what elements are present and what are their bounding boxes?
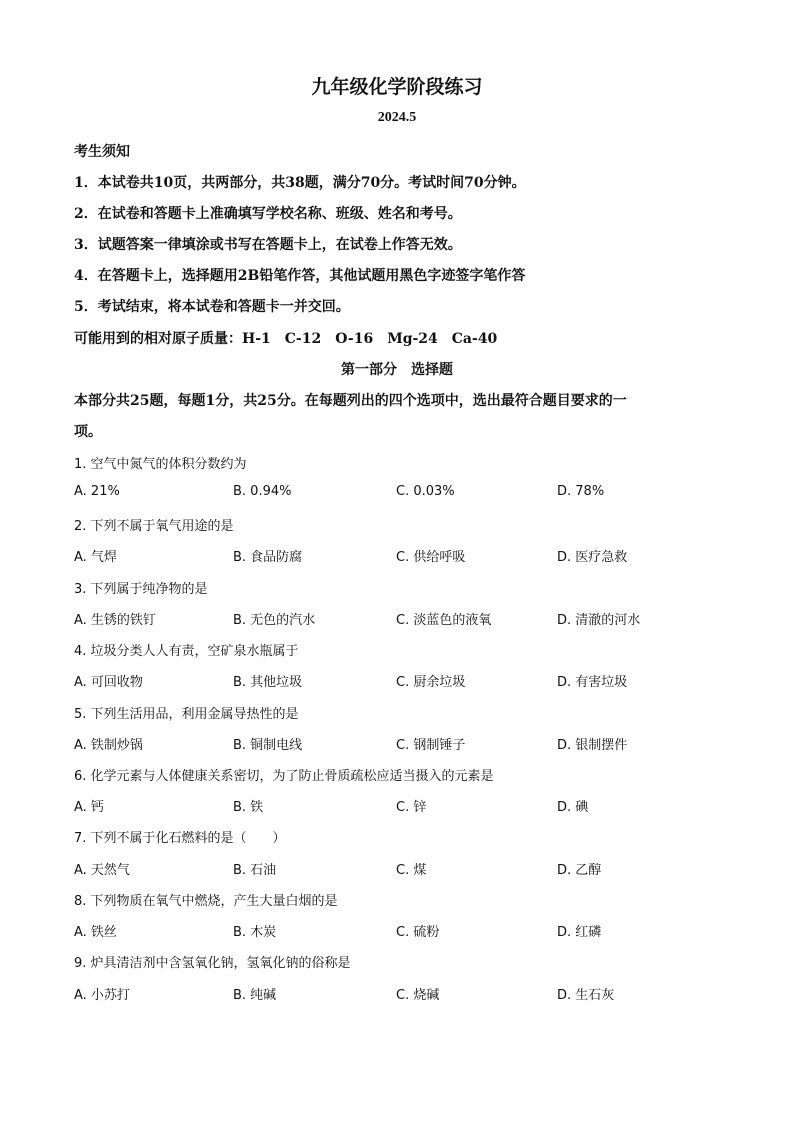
option-c: C. 0.03% — [396, 484, 455, 499]
exam-date: 2024.5 — [377, 110, 417, 125]
question-6: 6. 化学元素与人体健康关系密切，为了防止骨质疏松应适当摄入的元素是 — [74, 769, 494, 784]
option-c: C. 供给呼吸 — [396, 550, 466, 565]
option-d: D. 有害垃圾 — [557, 675, 628, 690]
exam-title: 九年级化学阶段练习 — [311, 76, 483, 98]
question-5-options — [74, 734, 734, 754]
option-a: A. 小苏打 — [74, 988, 130, 1003]
question-1-options — [74, 484, 734, 504]
option-b: B. 铁 — [233, 800, 264, 815]
question-4: 4. 垃圾分类人人有责，空矿泉水瓶属于 — [74, 644, 299, 659]
option-c: C. 煤 — [396, 863, 427, 878]
option-c: C. 厨余垃圾 — [396, 675, 466, 690]
notice-item: 3．试题答案一律填涂或书写在答题卡上，在试卷上作答无效。 — [74, 237, 462, 253]
option-a: A. 铁制炒锅 — [74, 738, 143, 753]
question-1: 1. 空气中氮气的体积分数约为 — [74, 457, 247, 472]
part1-intro: 本部分共25题，每题1分，共25分。在每题列出的四个选项中，选出最符合题目要求的一 — [74, 393, 627, 409]
option-b: B. 食品防腐 — [233, 550, 303, 565]
option-d: D. 78% — [557, 484, 605, 499]
option-d: D. 银制摆件 — [557, 738, 628, 753]
option-d: D. 生石灰 — [557, 988, 615, 1003]
option-b: B. 石油 — [233, 863, 277, 878]
option-c: C. 烧碱 — [396, 988, 440, 1003]
option-a: A. 钙 — [74, 800, 104, 815]
option-d: D. 红磷 — [557, 925, 602, 940]
question-6-options — [74, 796, 734, 816]
option-c: C. 钢制锤子 — [396, 738, 466, 753]
question-8: 8. 下列物质在氧气中燃烧，产生大量白烟的是 — [74, 894, 338, 909]
question-3-options — [74, 609, 734, 629]
notice-item: 2．在试卷和答题卡上准确填写学校名称、班级、姓名和考号。 — [74, 206, 462, 222]
question-2-options — [74, 546, 734, 566]
question-9: 9. 炉具清洁剂中含氢氧化钠，氢氧化钠的俗称是 — [74, 956, 351, 971]
option-a: A. 可回收物 — [74, 675, 143, 690]
notice-item: 5．考试结束，将本试卷和答题卡一并交回。 — [74, 299, 350, 315]
option-c: C. 硫粉 — [396, 925, 440, 940]
option-d: D. 清澈的河水 — [557, 613, 641, 628]
question-4-options — [74, 671, 734, 691]
option-d: D. 乙醇 — [557, 863, 602, 878]
option-b: B. 其他垃圾 — [233, 675, 303, 690]
notice-item: 1．本试卷共10页，共两部分，共38题，满分70分。考试时间70分钟。 — [74, 175, 526, 191]
option-a: A. 21% — [74, 484, 120, 499]
option-a: A. 天然气 — [74, 863, 130, 878]
atomic-masses: 可能用到的相对原子质量：H-1 C-12 O-16 Mg-24 Ca-40 — [74, 331, 498, 347]
option-c: C. 淡蓝色的液氧 — [396, 613, 492, 628]
option-b: B. 木炭 — [233, 925, 277, 940]
part1-title: 第一部分 选择题 — [341, 362, 453, 378]
notice-item: 4．在答题卡上，选择题用2B铅笔作答，其他试题用黑色字迹签字笔作答 — [74, 268, 526, 284]
question-5: 5. 下列生活用品，利用金属导热性的是 — [74, 707, 299, 722]
option-a: A. 铁丝 — [74, 925, 117, 940]
option-b: B. 铜制电线 — [233, 738, 303, 753]
question-7: 7. 下列不属于化石燃料的是（ ） — [74, 831, 286, 846]
question-2: 2. 下列不属于氧气用途的是 — [74, 519, 234, 534]
part1-intro-cont: 项。 — [74, 424, 102, 440]
question-9-options — [74, 984, 734, 1004]
question-3: 3. 下列属于纯净物的是 — [74, 582, 208, 597]
option-b: B. 纯碱 — [233, 988, 277, 1003]
question-7-options — [74, 859, 734, 879]
question-8-options — [74, 921, 734, 941]
option-d: D. 医疗急救 — [557, 550, 628, 565]
notice-heading: 考生须知 — [74, 144, 130, 160]
option-c: C. 锌 — [396, 800, 427, 815]
option-b: B. 无色的汽水 — [233, 613, 316, 628]
option-b: B. 0.94% — [233, 484, 292, 499]
option-a: A. 气焊 — [74, 550, 117, 565]
option-d: D. 碘 — [557, 800, 589, 815]
option-a: A. 生锈的铁钉 — [74, 613, 156, 628]
